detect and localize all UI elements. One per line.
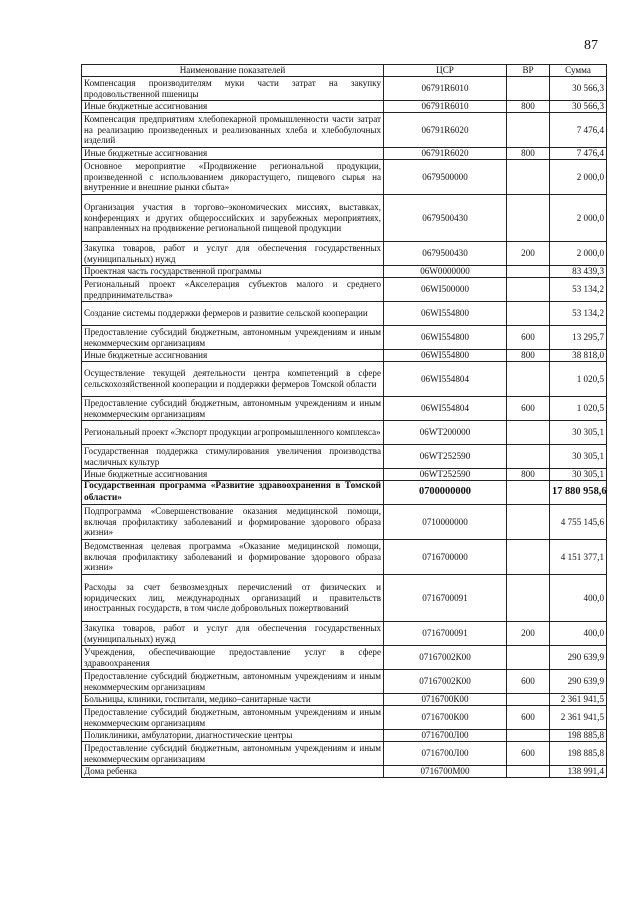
cell-vr xyxy=(507,266,550,278)
cell-name: Компенсация производителям муки части затрат на закупку продовольственной пшеницы xyxy=(82,77,384,101)
cell-name: Поликлиники, амбулатории, диагностические центры xyxy=(82,730,384,742)
cell-vr: 600 xyxy=(507,742,550,766)
cell-vr: 800 xyxy=(507,469,550,481)
cell-name: Организация участия в торгово–экономических миссиях, выставках, конференциях и других общероссийских и зарубежных мероприятиях, направленных на продвижение региональной пищевой продукции xyxy=(82,195,384,242)
table-row xyxy=(82,101,607,113)
header-csr: ЦСР xyxy=(384,65,507,77)
table-row xyxy=(82,113,607,148)
table-row xyxy=(82,350,607,362)
cell-sum: 30 566,3 xyxy=(550,77,607,101)
cell-vr xyxy=(507,113,550,148)
cell-sum: 53 134,2 xyxy=(550,302,607,326)
cell-sum: 4 755 145,6 xyxy=(550,505,607,540)
cell-vr xyxy=(507,302,550,326)
cell-vr xyxy=(507,694,550,706)
cell-csr: 06W0000000 xyxy=(384,266,507,278)
cell-csr: 0716700000 xyxy=(384,540,507,575)
cell-name: Иные бюджетные ассигнования xyxy=(82,148,384,160)
cell-vr xyxy=(507,195,550,242)
cell-sum: 4 151 377,1 xyxy=(550,540,607,575)
cell-csr: 0679500430 xyxy=(384,195,507,242)
cell-name: Расходы за счет безвозмездных перечислений от физических и юридических лиц, международных организаций и правительств иностранных государств, в том числе добровольных пожертвований xyxy=(82,575,384,622)
cell-name: Проектная часть государственной программы xyxy=(82,266,384,278)
cell-sum: 2 000,0 xyxy=(550,242,607,266)
table-body xyxy=(82,77,607,778)
cell-sum: 7 476,4 xyxy=(550,148,607,160)
cell-vr xyxy=(507,445,550,469)
table-row xyxy=(82,766,607,778)
cell-csr: 06WI554800 xyxy=(384,326,507,350)
table-row xyxy=(82,706,607,730)
cell-name: Дома ребенка xyxy=(82,766,384,778)
cell-csr: 0716700Л00 xyxy=(384,742,507,766)
cell-vr xyxy=(507,766,550,778)
table-row xyxy=(82,326,607,350)
cell-name: Иные бюджетные ассигнования xyxy=(82,101,384,113)
table-row xyxy=(82,397,607,421)
table-row xyxy=(82,742,607,766)
header-name: Наименование показателей xyxy=(82,65,384,77)
cell-vr: 600 xyxy=(507,706,550,730)
cell-sum: 38 818,0 xyxy=(550,350,607,362)
cell-sum: 290 639,9 xyxy=(550,646,607,670)
cell-sum: 138 991,4 xyxy=(550,766,607,778)
table-row xyxy=(82,195,607,242)
cell-csr: 06WI554804 xyxy=(384,397,507,421)
cell-vr xyxy=(507,77,550,101)
cell-vr: 600 xyxy=(507,397,550,421)
cell-name: Региональный проект «Экспорт продукции агропромышленного комплекса» xyxy=(82,421,384,445)
cell-name: Государственная поддержка стимулирования увеличения производства масличных культур xyxy=(82,445,384,469)
table-row xyxy=(82,278,607,302)
cell-vr xyxy=(507,160,550,195)
cell-sum: 7 476,4 xyxy=(550,113,607,148)
cell-csr: 06WT252590 xyxy=(384,445,507,469)
cell-csr: 06WI554800 xyxy=(384,302,507,326)
cell-vr xyxy=(507,730,550,742)
cell-vr: 600 xyxy=(507,670,550,694)
cell-name: Подпрограмма «Совершенствование оказания медицинской помощи, включая профилактику заболеваний и формирование здорового образа жизни» xyxy=(82,505,384,540)
cell-name: Государственная программа «Развитие здравоохранения в Томской области» xyxy=(82,481,384,505)
cell-csr: 0679500000 xyxy=(384,160,507,195)
cell-csr: 06791R6010 xyxy=(384,101,507,113)
cell-name: Иные бюджетные ассигнования xyxy=(82,350,384,362)
cell-name: Предоставление субсидий бюджетным, автономным учреждениям и иным некоммерческим организациям xyxy=(82,706,384,730)
table-row xyxy=(82,77,607,101)
header-sum: Сумма xyxy=(550,65,607,77)
header-vr: ВР xyxy=(507,65,550,77)
cell-csr: 0716700091 xyxy=(384,622,507,646)
cell-csr: 06WI500000 xyxy=(384,278,507,302)
cell-vr xyxy=(507,540,550,575)
cell-vr xyxy=(507,505,550,540)
cell-csr: 0716700К00 xyxy=(384,706,507,730)
cell-vr: 200 xyxy=(507,622,550,646)
cell-sum: 2 000,0 xyxy=(550,195,607,242)
cell-sum: 400,0 xyxy=(550,575,607,622)
table-row xyxy=(82,622,607,646)
cell-csr: 06791R6020 xyxy=(384,113,507,148)
cell-sum: 13 295,7 xyxy=(550,326,607,350)
cell-csr: 07167002К00 xyxy=(384,670,507,694)
cell-csr: 06WT252590 xyxy=(384,469,507,481)
cell-sum: 290 639,9 xyxy=(550,670,607,694)
cell-sum: 198 885,8 xyxy=(550,730,607,742)
cell-vr: 800 xyxy=(507,101,550,113)
cell-sum: 400,0 xyxy=(550,622,607,646)
cell-sum: 30 566,3 xyxy=(550,101,607,113)
table-row xyxy=(82,242,607,266)
table-row xyxy=(82,730,607,742)
cell-sum: 83 439,3 xyxy=(550,266,607,278)
cell-name: Региональный проект «Акселерация субъектов малого и среднего предпринимательства» xyxy=(82,278,384,302)
cell-name: Предоставление субсидий бюджетным, автономным учреждениям и иным некоммерческим организациям xyxy=(82,326,384,350)
table-row xyxy=(82,160,607,195)
cell-name: Больницы, клиники, госпитали, медико–санитарные части xyxy=(82,694,384,706)
page-number: 87 xyxy=(584,38,598,53)
cell-sum: 17 880 958,6 xyxy=(550,481,607,505)
cell-name: Учреждения, обеспечивающие предоставление услуг в сфере здравоохранения xyxy=(82,646,384,670)
cell-csr: 06WI554800 xyxy=(384,350,507,362)
cell-vr: 600 xyxy=(507,326,550,350)
cell-vr xyxy=(507,481,550,505)
cell-sum: 30 305,1 xyxy=(550,445,607,469)
cell-sum: 2 000,0 xyxy=(550,160,607,195)
cell-csr: 07167002К00 xyxy=(384,646,507,670)
cell-vr xyxy=(507,646,550,670)
cell-csr: 0716700091 xyxy=(384,575,507,622)
table-row xyxy=(82,148,607,160)
cell-name: Основное мероприятие «Продвижение региональной продукции, произведенной с использованием дикорастущего, пищевого сырья на внутренние и внешние рынки сбыта» xyxy=(82,160,384,195)
cell-vr xyxy=(507,421,550,445)
table-row xyxy=(82,266,607,278)
cell-name: Предоставление субсидий бюджетным, автономным учреждениям и иным некоммерческим организациям xyxy=(82,742,384,766)
cell-csr: 0679500430 xyxy=(384,242,507,266)
cell-csr: 06791R6010 xyxy=(384,77,507,101)
cell-sum: 1 020,5 xyxy=(550,397,607,421)
cell-name: Закупка товаров, работ и услуг для обеспечения государственных (муниципальных) нужд xyxy=(82,622,384,646)
table-row xyxy=(82,362,607,397)
cell-vr: 800 xyxy=(507,350,550,362)
table-row xyxy=(82,421,607,445)
cell-vr: 800 xyxy=(507,148,550,160)
table-row xyxy=(82,670,607,694)
table-row xyxy=(82,575,607,622)
cell-sum: 1 020,5 xyxy=(550,362,607,397)
cell-name: Предоставление субсидий бюджетным, автономным учреждениям и иным некоммерческим организациям xyxy=(82,670,384,694)
table-row xyxy=(82,302,607,326)
cell-sum: 53 134,2 xyxy=(550,278,607,302)
table-row xyxy=(82,540,607,575)
budget-table xyxy=(81,64,607,778)
cell-csr: 06WT200000 xyxy=(384,421,507,445)
cell-name: Предоставление субсидий бюджетным, автономным учреждениям и иным некоммерческим организациям xyxy=(82,397,384,421)
cell-name: Компенсация предприятиям хлебопекарной промышленности части затрат на реализацию произведенных и реализованных хлеба и хлебобулочных изделий xyxy=(82,113,384,148)
cell-name: Закупка товаров, работ и услуг для обеспечения государственных (муниципальных) нужд xyxy=(82,242,384,266)
table-row xyxy=(82,694,607,706)
cell-csr: 0716700К00 xyxy=(384,694,507,706)
cell-csr: 0700000000 xyxy=(384,481,507,505)
cell-vr xyxy=(507,278,550,302)
cell-vr xyxy=(507,575,550,622)
cell-sum: 198 885,8 xyxy=(550,742,607,766)
cell-csr: 0710000000 xyxy=(384,505,507,540)
table-row xyxy=(82,469,607,481)
cell-name: Создание системы поддержки фермеров и развитие сельской кооперации xyxy=(82,302,384,326)
cell-name: Осуществление текущей деятельности центра компетенций в сфере сельскохозяйственной кооперации и поддержки фермеров Томской области xyxy=(82,362,384,397)
cell-vr xyxy=(507,362,550,397)
cell-name: Иные бюджетные ассигнования xyxy=(82,469,384,481)
cell-csr: 06791R6020 xyxy=(384,148,507,160)
cell-sum: 30 305,1 xyxy=(550,421,607,445)
table-row xyxy=(82,505,607,540)
cell-sum: 30 305,1 xyxy=(550,469,607,481)
cell-csr: 06WI554804 xyxy=(384,362,507,397)
cell-sum: 2 361 941,5 xyxy=(550,694,607,706)
table-header xyxy=(82,65,607,77)
table-row xyxy=(82,445,607,469)
cell-vr: 200 xyxy=(507,242,550,266)
table-row xyxy=(82,481,607,505)
cell-csr: 0716700Л00 xyxy=(384,730,507,742)
table-row xyxy=(82,646,607,670)
cell-csr: 0716700М00 xyxy=(384,766,507,778)
cell-name: Ведомственная целевая программа «Оказание медицинской помощи, включая профилактику заболеваний и формирование здорового образа жизни» xyxy=(82,540,384,575)
cell-sum: 2 361 941,5 xyxy=(550,706,607,730)
